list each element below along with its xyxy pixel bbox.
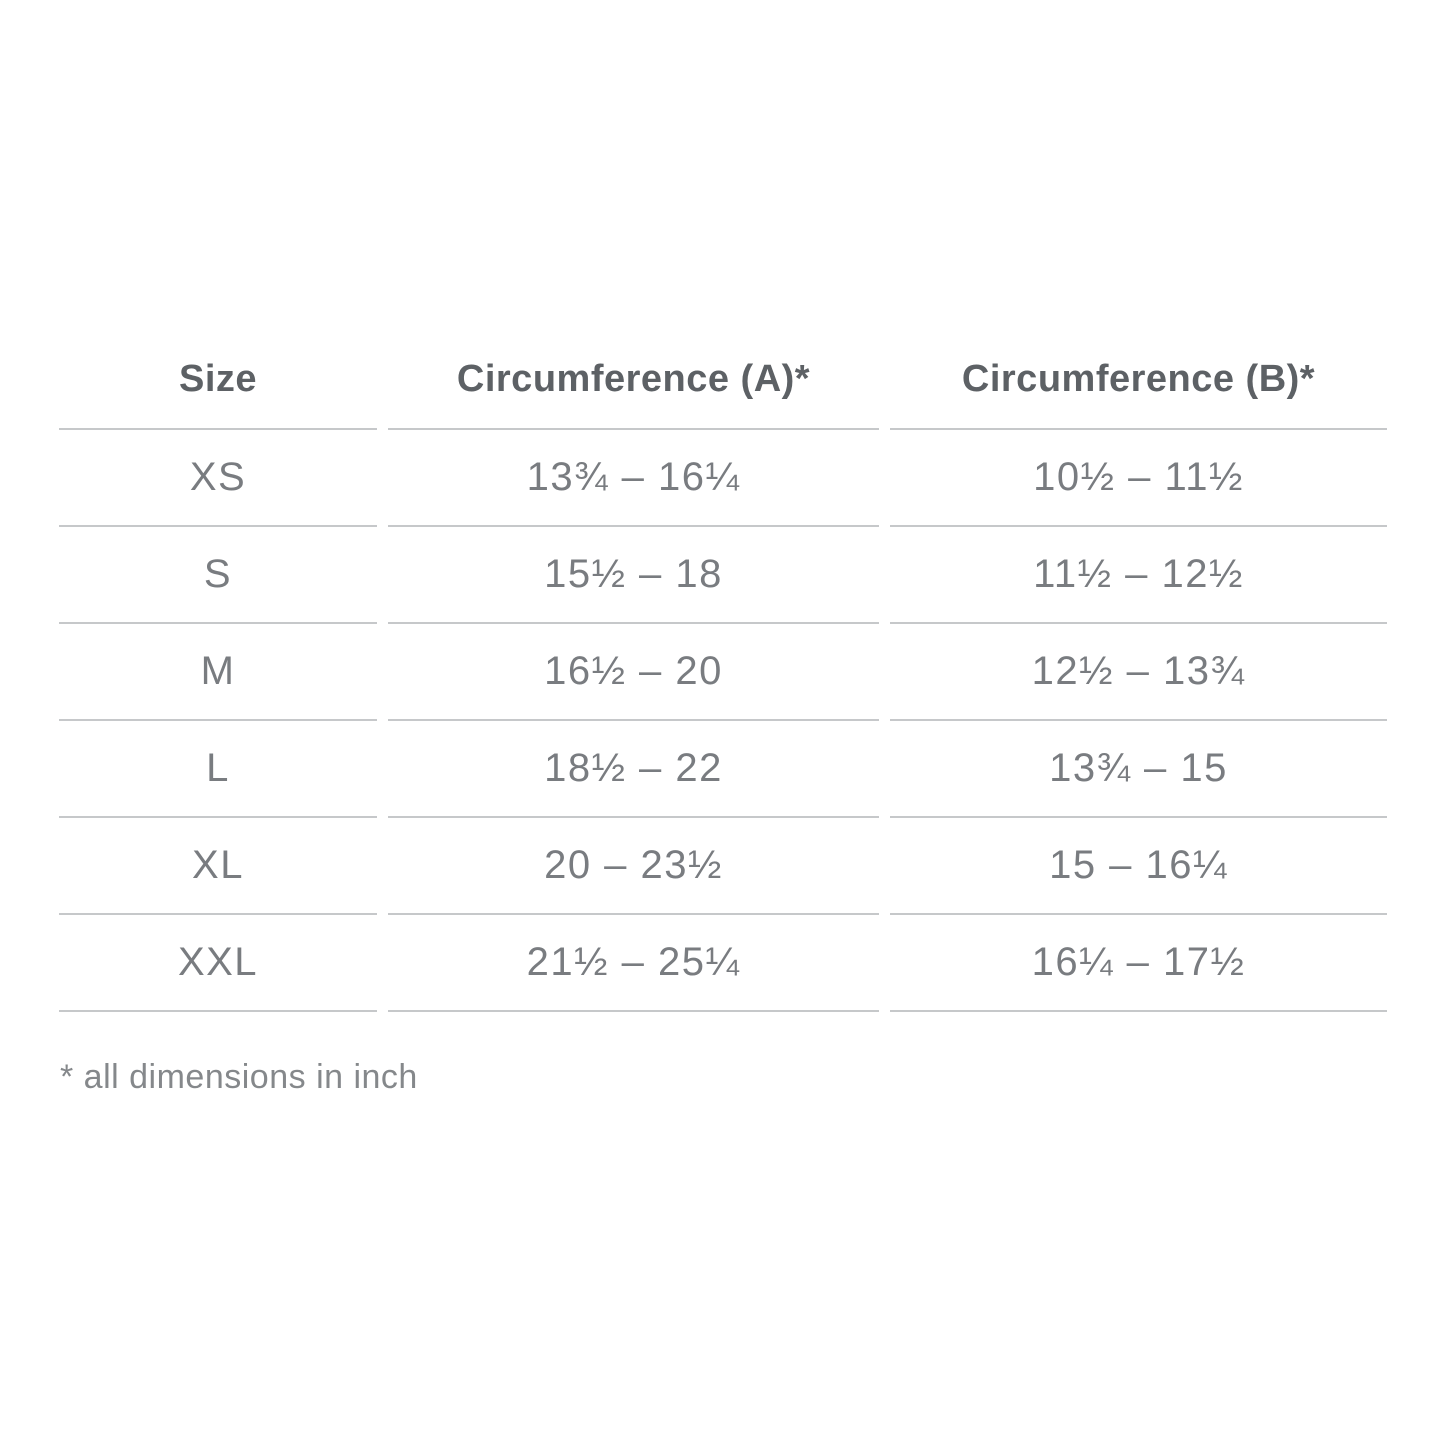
table-row-s <box>59 527 1387 624</box>
size-cell: XL <box>59 818 377 915</box>
size-cell: XS <box>59 430 377 527</box>
circumference-a-cell: 16½ – 20 <box>388 624 879 721</box>
size-cell: M <box>59 624 377 721</box>
table-row-xl <box>59 818 1387 915</box>
circumference-b-cell: 12½ – 13¾ <box>890 624 1387 721</box>
table-row-xxl <box>59 915 1387 1012</box>
circumference-b-cell: 16¼ – 17½ <box>890 915 1387 1012</box>
size-cell: S <box>59 527 377 624</box>
table-header-row <box>59 330 1387 430</box>
size-chart-table <box>59 330 1387 1012</box>
column-header-circumference-a: Circumference (A)* <box>388 330 879 430</box>
table-row-m <box>59 624 1387 721</box>
size-cell: XXL <box>59 915 377 1012</box>
circumference-a-cell: 21½ – 25¼ <box>388 915 879 1012</box>
circumference-a-cell: 18½ – 22 <box>388 721 879 818</box>
table-row-l <box>59 721 1387 818</box>
circumference-b-cell: 11½ – 12½ <box>890 527 1387 624</box>
circumference-a-cell: 20 – 23½ <box>388 818 879 915</box>
column-header-size: Size <box>59 330 377 430</box>
circumference-a-cell: 15½ – 18 <box>388 527 879 624</box>
table-row-xs <box>59 430 1387 527</box>
circumference-b-cell: 10½ – 11½ <box>890 430 1387 527</box>
circumference-b-cell: 15 – 16¼ <box>890 818 1387 915</box>
footnote: * all dimensions in inch <box>60 1058 418 1096</box>
circumference-b-cell: 13¾ – 15 <box>890 721 1387 818</box>
size-cell: L <box>59 721 377 818</box>
column-header-circumference-b: Circumference (B)* <box>890 330 1387 430</box>
circumference-a-cell: 13¾ – 16¼ <box>388 430 879 527</box>
